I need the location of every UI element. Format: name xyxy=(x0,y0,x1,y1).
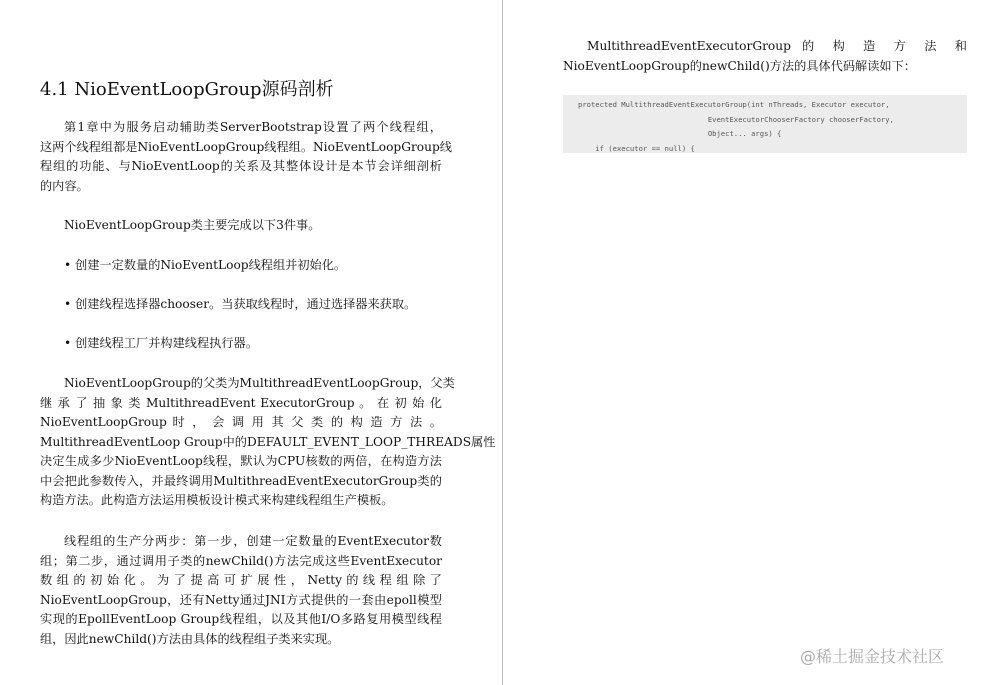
text-line: NioEventLoopGroup，还有Netty通过JNI方式提供的一套由epoll模型 xyxy=(40,592,442,607)
text-line: MultithreadEventExecutorGroup 的 构 造 方 法 和 xyxy=(587,39,967,53)
text-line: 数 组 的 初 始 化 。 为 了 提 高 可 扩 展 性 ， Netty 的 线 程 组 除 了 xyxy=(40,573,442,587)
text-line: NioEventLoopGroup的newChild()方法的具体代码解读如下： xyxy=(563,58,916,73)
text-line: NioEventLoopGroup 时 ， 会 调 用 其 父 类 的 构 造 方 法 。 xyxy=(40,415,442,429)
text-line: 继 承 了 抽 象 类 MultithreadEvent ExecutorGroup 。 在 初 始 化 xyxy=(40,395,442,410)
paragraph-3 xyxy=(40,374,496,511)
paragraph-2 xyxy=(40,216,442,236)
text-line: 这两个线程组都是NioEventLoopGroup线程组。NioEventLoopGroup线 xyxy=(40,139,452,154)
code-line: if (executor == null) { xyxy=(578,143,695,153)
section-title: 4.1 NioEventLoopGroup源码剖析 xyxy=(40,79,334,100)
text-line: 构造方法。此构造方法运用模板设计模式来构建线程组生产模板。 xyxy=(40,493,394,507)
code-line: EventExecutorChooserFactory chooserFactory, xyxy=(578,114,894,124)
text-line: 组；第二步，通过调用子类的newChild()方法完成这些EventExecutor xyxy=(40,553,442,568)
paragraph-1 xyxy=(40,118,452,196)
code-line: protected MultithreadEventExecutorGroup(int nThreads, Executor executor, xyxy=(578,100,890,109)
text-line: 线程组的生产分两步：第一步，创建一定数量的EventExecutor数 xyxy=(64,534,442,548)
text-line: 程组的功能、与NioEventLoop的关系及其整体设计是本节会详细剖析 xyxy=(40,159,442,173)
bullet-item: • 创建线程选择器chooser。当获取线程时，通过选择器来获取。 xyxy=(64,297,417,311)
text-line: 中会把此参数传入，并最终调用MultithreadEventExecutorGroup类的 xyxy=(40,473,442,488)
bullet-item: • 创建线程工厂并构建线程执行器。 xyxy=(64,336,258,350)
text-line: NioEventLoopGroup的父类为MultithreadEventLoopGroup，父类 xyxy=(64,376,455,390)
text-line: MultithreadEventLoop Group中的DEFAULT_EVENT_LOOP_THREADS属性 xyxy=(40,434,496,449)
code-line: Object... args) { xyxy=(578,129,782,138)
bullet-item: • 创建一定数量的NioEventLoop线程组并初始化。 xyxy=(64,258,347,272)
text-line: 的内容。 xyxy=(40,178,89,193)
text-line: 决定生成多少NioEventLoop线程，默认为CPU核数的两倍，在构造方法 xyxy=(40,454,442,468)
paragraph-4 xyxy=(40,532,442,649)
text-line: NioEventLoopGroup类主要完成以下3件事。 xyxy=(64,218,321,232)
page-divider xyxy=(502,0,503,685)
right-intro-paragraph xyxy=(563,37,967,76)
code-block xyxy=(563,95,967,153)
text-line: 组，因此newChild()方法由具体的线程组子类来实现。 xyxy=(40,631,340,646)
text-line: 实现的EpollEventLoop Group线程组，以及其他I/O多路复用模型线程 xyxy=(40,612,442,626)
watermark: @稀土掘金技术社区 xyxy=(800,647,945,666)
text-line: 第1章中为服务启动辅助类ServerBootstrap设置了两个线程组， xyxy=(64,120,442,134)
